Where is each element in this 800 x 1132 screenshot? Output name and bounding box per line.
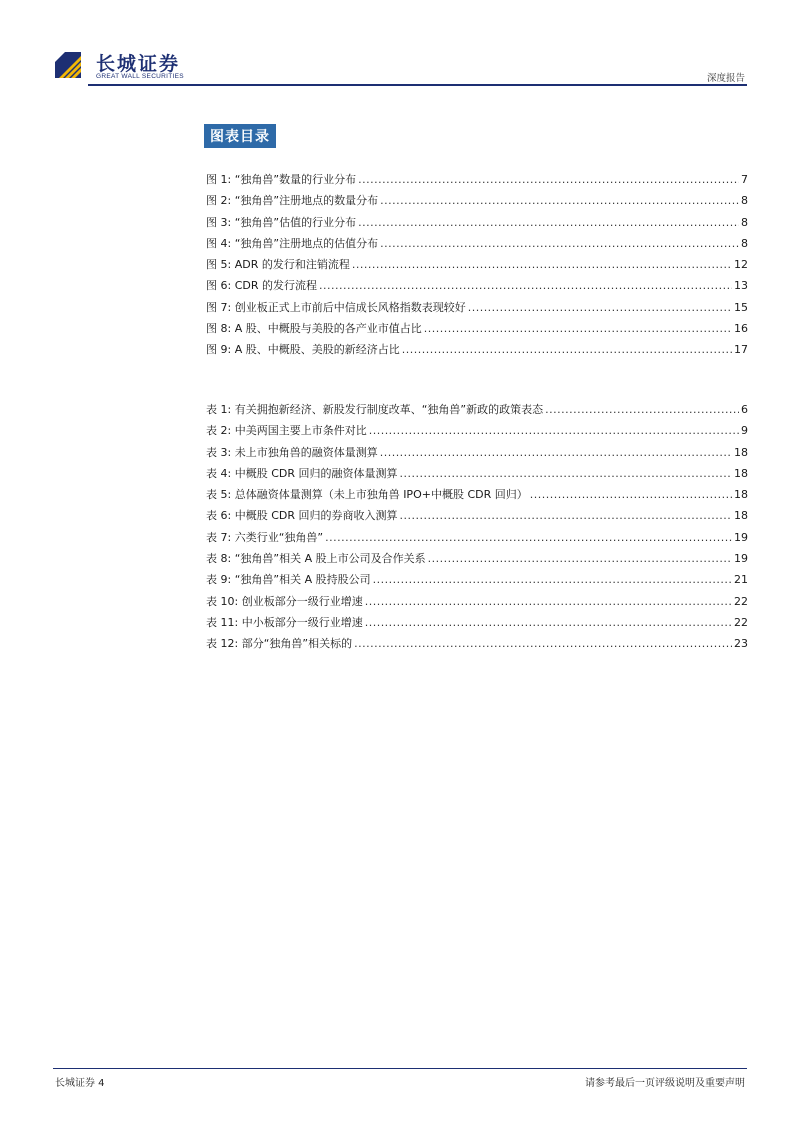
figure-toc-entry[interactable] — [206, 169, 748, 190]
toc-entry-page: 18 — [734, 488, 748, 502]
toc-entry-page: 12 — [734, 258, 748, 272]
table-toc-entry[interactable] — [206, 527, 748, 548]
table-toc-entry[interactable] — [206, 484, 748, 505]
toc-entry-label: 图 1: “独角兽”数量的行业分布 — [206, 173, 357, 186]
toc-entry-page: 16 — [734, 322, 748, 336]
toc-leader-dots — [380, 190, 739, 211]
toc-leader-dots — [380, 233, 739, 254]
page-header — [0, 0, 800, 90]
brand-name-cn: 长城证券 — [96, 53, 181, 75]
table-toc-entry[interactable] — [206, 612, 748, 633]
toc-leader-dots — [373, 569, 732, 590]
toc-entry-label: 表 5: 总体融资体量测算（未上市独角兽 IPO+中概股 CDR 回归） — [206, 488, 528, 502]
toc-entry-page: 19 — [734, 552, 748, 566]
table-toc-entry[interactable] — [206, 442, 748, 463]
toc-entry-page: 18 — [734, 509, 748, 523]
toc-entry-page: 18 — [734, 466, 748, 480]
toc-entry-label: 表 4: 中概股 CDR 回归的融资体量测算 — [206, 466, 398, 480]
toc-leader-dots — [468, 297, 732, 318]
toc-entry-page: 17 — [734, 343, 748, 357]
toc-leader-dots — [352, 254, 732, 275]
toc-entry-label: 图 4: “独角兽”注册地点的估值分布 — [206, 236, 379, 250]
toc-entry-label: 表 10: 创业板部分一级行业增速 — [206, 594, 363, 608]
toc-entry-page: 23 — [734, 637, 748, 651]
toc-leader-dots — [530, 484, 732, 505]
table-toc-entry[interactable] — [206, 633, 748, 654]
toc-entry-label: 表 6: 中概股 CDR 回归的券商收入测算 — [206, 509, 398, 523]
toc-entry-label: 图 8: A 股、中概股与美股的各产业市值占比 — [206, 322, 422, 336]
toc-entry-page: 8 — [741, 236, 748, 250]
toc-leader-dots — [545, 399, 739, 420]
figure-toc-entry[interactable] — [206, 339, 748, 360]
toc-entry-label: 图 5: ADR 的发行和注销流程 — [206, 258, 350, 272]
toc-entry-label: 表 8: “独角兽”相关 A 股上市公司及合作关系 — [206, 552, 426, 566]
toc-entry-label: 表 3: 未上市独角兽的融资体量测算 — [206, 445, 378, 459]
toc-leader-dots — [365, 612, 732, 633]
toc-entry-page: 19 — [734, 530, 748, 544]
toc-leader-dots — [365, 591, 732, 612]
toc-entry-label: 表 9: “独角兽”相关 A 股持股公司 — [206, 573, 371, 587]
toc-entry-label: 图 9: A 股、中概股、美股的新经济占比 — [206, 343, 400, 357]
toc-leader-dots — [319, 275, 732, 296]
toc-entry-page: 8 — [741, 194, 748, 208]
figure-toc-entry[interactable] — [206, 190, 748, 211]
table-list — [206, 399, 748, 655]
toc-entry-page: 21 — [734, 573, 748, 587]
toc-entry-page: 9 — [741, 424, 748, 438]
toc-entry-label: 表 12: 部分“独角兽”相关标的 — [206, 637, 353, 651]
toc-leader-dots — [369, 420, 739, 441]
toc-entry-page: 22 — [734, 615, 748, 629]
footer-disclaimer: 请参考最后一页评级说明及重要声明 — [585, 1078, 745, 1089]
footer-divider — [53, 1068, 747, 1069]
table-toc-entry[interactable] — [206, 548, 748, 569]
toc-entry-page: 13 — [734, 279, 748, 293]
toc-entry-page: 7 — [741, 173, 748, 186]
figure-list — [206, 169, 748, 361]
toc-entry-page: 22 — [734, 594, 748, 608]
toc-entry-page: 6 — [741, 403, 748, 416]
toc-entry-page: 8 — [741, 215, 748, 229]
toc-leader-dots — [354, 633, 732, 654]
footer-page-number: 长城证券 4 — [55, 1078, 105, 1089]
toc-leader-dots — [402, 339, 732, 360]
table-toc-entry[interactable] — [206, 463, 748, 484]
figure-toc-entry[interactable] — [206, 212, 748, 233]
toc-entry-label: 图 7: 创业板正式上市前后中信成长风格指数表现较好 — [206, 300, 466, 314]
toc-entry-label: 表 1: 有关拥抱新经济、新股发行制度改革、“独角兽”新政的政策表态 — [206, 403, 544, 416]
figure-toc-entry[interactable] — [206, 318, 748, 339]
toc-entry-page: 15 — [734, 300, 748, 314]
header-divider — [88, 84, 747, 86]
great-wall-logo-icon — [55, 48, 87, 80]
table-toc-entry[interactable] — [206, 591, 748, 612]
figure-toc-entry[interactable] — [206, 275, 748, 296]
toc-leader-dots — [428, 548, 732, 569]
figure-toc-entry[interactable] — [206, 233, 748, 254]
toc-leader-dots — [424, 318, 732, 339]
toc-entry-label: 图 2: “独角兽”注册地点的数量分布 — [206, 194, 379, 208]
toc-entry-page: 18 — [734, 445, 748, 459]
table-toc-entry[interactable] — [206, 420, 748, 441]
figure-toc-entry[interactable] — [206, 254, 748, 275]
toc-entry-label: 图 3: “独角兽”估值的行业分布 — [206, 215, 357, 229]
toc-leader-dots — [380, 442, 732, 463]
table-toc-entry[interactable] — [206, 569, 748, 590]
brand-name-en: GREAT WALL SECURITIES — [96, 73, 184, 80]
toc-leader-dots — [358, 169, 739, 190]
toc-leader-dots — [358, 212, 739, 233]
toc-entry-label: 表 11: 中小板部分一级行业增速 — [206, 615, 363, 629]
toc-leader-dots — [399, 463, 732, 484]
toc-leader-dots — [399, 505, 732, 526]
toc-title: 图表目录 — [204, 124, 276, 148]
toc-entry-label: 表 2: 中美两国主要上市条件对比 — [206, 424, 367, 438]
toc-entry-label: 图 6: CDR 的发行流程 — [206, 279, 317, 293]
toc-entry-label: 表 7: 六类行业“独角兽” — [206, 530, 324, 544]
toc-leader-dots — [325, 527, 732, 548]
figure-toc-entry[interactable] — [206, 297, 748, 318]
table-toc-entry[interactable] — [206, 399, 748, 420]
report-type-label: 深度报告 — [706, 73, 745, 84]
table-toc-entry[interactable] — [206, 505, 748, 526]
